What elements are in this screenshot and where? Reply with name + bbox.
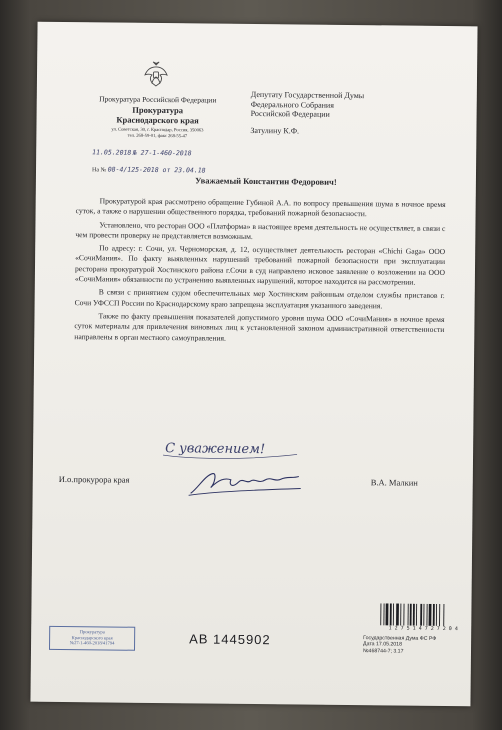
- body-paragraph-5: Также по факту превышения показателей допустимого уровня шума ООО «СочиМания» в ночное время суток материалы для привлечения виновных лиц к установленной законом административной ответственности направлены в орган местного самоуправления.: [74, 311, 445, 343]
- stamp-line1: Прокуратура: [79, 629, 105, 635]
- receipt-stamp: [363, 635, 467, 655]
- stamp-line3: №27-1-460-2018/41794: [69, 640, 115, 646]
- registration-line: [92, 144, 222, 162]
- body-paragraph-4: В связи с принятием судом обеспечительных мер Хостинским районным отделом службы приставов г. Сочи УФССП России по Краснодарскому краю запрещена эксплуатация указанного заведения.: [74, 287, 445, 311]
- letter-page: [30, 22, 477, 707]
- sender-address-line1: ул. Советская, 30, г. Краснодар, Россия, 350063: [111, 126, 204, 133]
- stamp-line2: Краснодарского края: [71, 634, 113, 641]
- barcode-icon: [379, 603, 467, 626]
- signature-scribble: [185, 465, 305, 500]
- receipt-line3: №468744-7; 3.17: [362, 647, 404, 655]
- body-paragraph-2: Установлено, что ресторан ООО «Платформа» в настоящее время деятельность не осуществляет, в связи с чем провести проверку не представляется возможным.: [75, 219, 446, 241]
- coat-of-arms-icon: [141, 59, 171, 89]
- body-paragraph-3: По адресу: г. Сочи, ул. Черноморская, д. 12, осуществляет деятельность ресторан «Chichi Gaga» ООО «СочиМания». По факту выявленных нарушений требований пожарной безопасности при эксплуатации ресторана прокуратурой Хостинского района г.Сочи в суд направлено исковое заявление о возложении на ООО «СочиМания» обязанности по устранению выявленных нарушений, которое находится на рассмотрении.: [74, 243, 446, 287]
- recipient-line3: Российской Федерации: [250, 108, 330, 119]
- receipt-line1: Государственная Дума ФС РФ: [363, 635, 437, 642]
- sender-name-line2: Краснодарского края: [116, 114, 199, 126]
- closing-text: С уважением!: [165, 441, 266, 458]
- sender-name: [93, 104, 223, 125]
- handwritten-closing: [161, 433, 301, 460]
- registration-number: № 27-1-460-2018: [132, 148, 192, 158]
- registry-stamp: [49, 626, 135, 651]
- body-paragraph-1: Прокуратурой края рассмотрено обращение Губиной А.А. по вопросу превышения шума в ночное время суток, а также о нарушении общественного порядка, требований пожарной безопасности.: [75, 196, 446, 219]
- recipient-block: [251, 90, 451, 121]
- sender-address-line2: тел. 268-59-01, факс 268-55-47: [127, 132, 188, 138]
- salutation: Уважаемый Константин Федорович!: [195, 175, 337, 187]
- letter-body: [74, 196, 446, 349]
- registration-date: 11.05.2018: [92, 148, 132, 157]
- signer-position: И.о.прокурора края: [58, 473, 130, 485]
- reference-label: На №: [91, 167, 107, 174]
- form-serial-number: АВ 1445902: [189, 631, 271, 648]
- recipient-line2: Федерального Собрания: [250, 99, 334, 110]
- recipient-line1: Депутату Государственной Думы: [250, 89, 365, 101]
- receipt-line2: Дата 17.05.2018: [363, 641, 403, 648]
- sender-organization: Прокуратура Российской Федерации: [99, 94, 217, 105]
- recipient-name: Затулину К.Ф.: [250, 125, 300, 136]
- signer-name: В.А. Малкин: [370, 477, 418, 488]
- barcode-number: 1 2 7 5 1 4 7 2 7 2 0 4: [388, 625, 458, 633]
- sender-address: [92, 126, 222, 139]
- sender-name-line1: Прокуратура: [132, 104, 184, 116]
- reference-number: 08-4/125-2018 от 23.04.18: [107, 165, 206, 175]
